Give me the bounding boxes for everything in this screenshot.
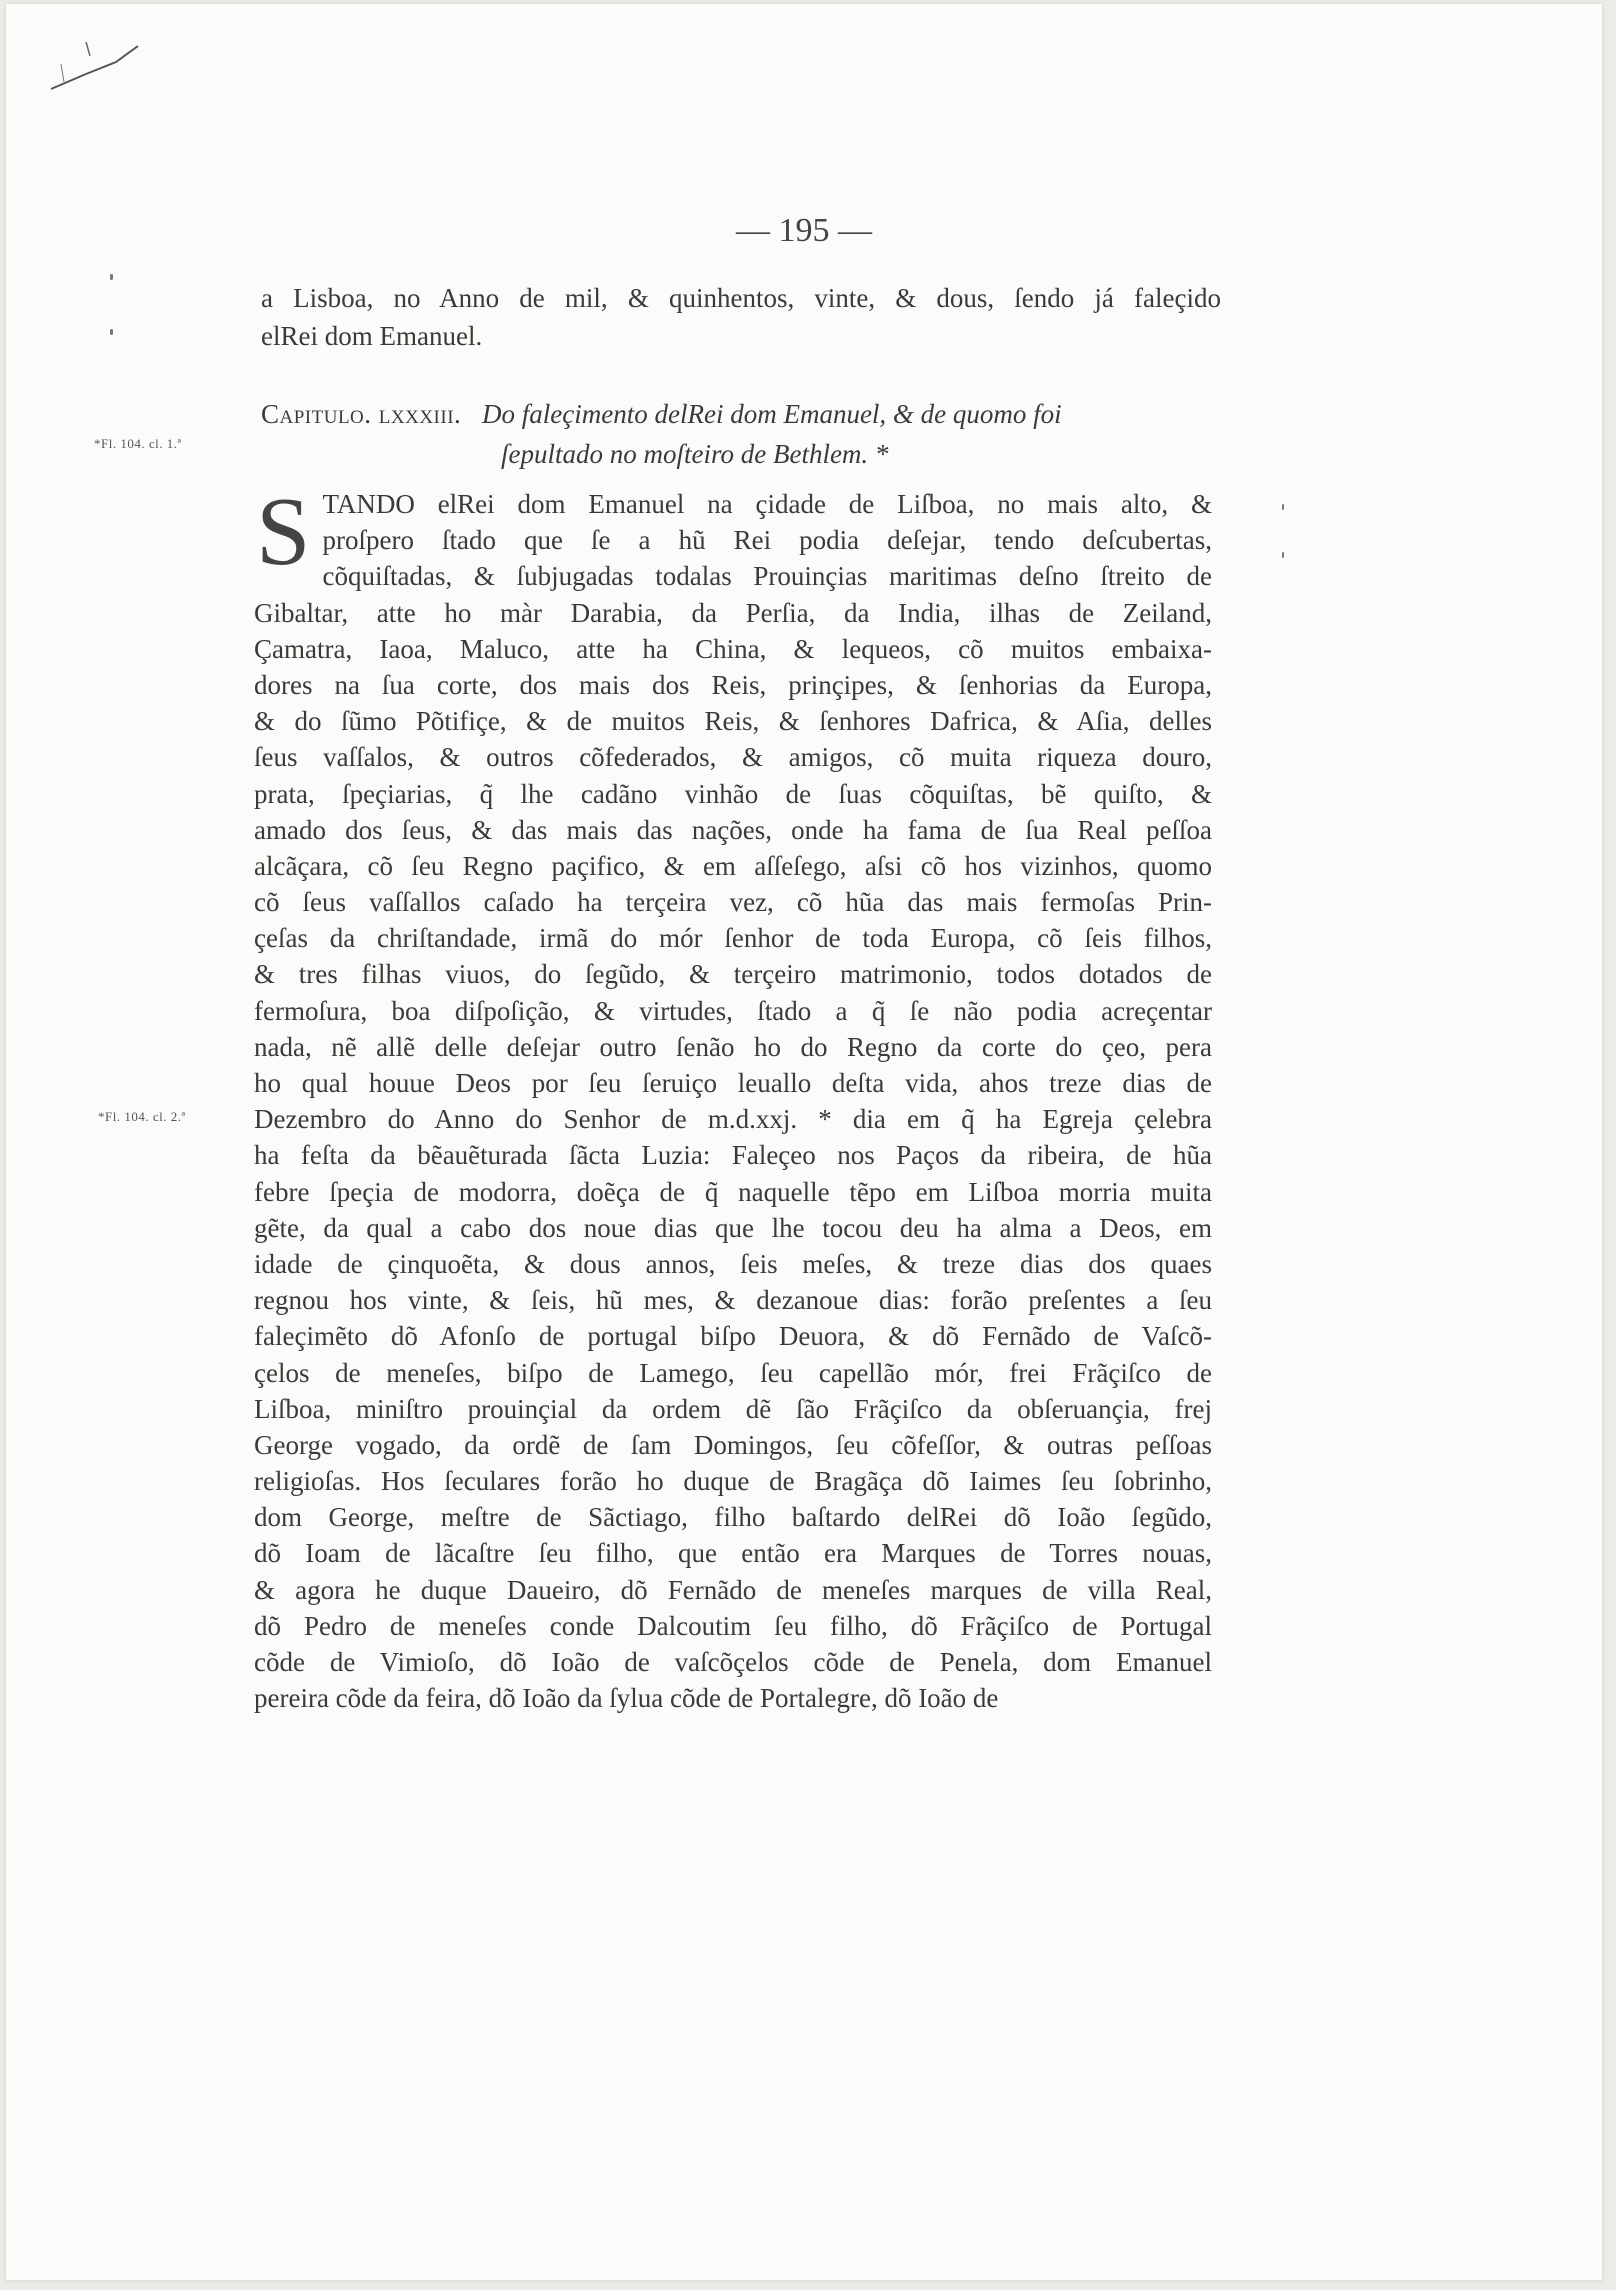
ink-speck — [110, 329, 113, 335]
ink-speck — [110, 274, 113, 280]
chapter-label: Capitulo. lxxxiii. — [261, 399, 462, 429]
body-line: gẽte, da qual a cabo dos noue dias que lhe tocou deu ha alma a Deos, em — [254, 1212, 1212, 1243]
body-line: faleçimẽto dõ Afonſo de portugal biſpo Deuora, & dõ Fernãdo de Vaſcõ- — [254, 1321, 1212, 1352]
ink-speck — [1282, 552, 1284, 558]
body-line: Dezembro do Anno do Senhor de m.d.xxj. * dia em q̃ ha Egreja çelebra — [254, 1104, 1212, 1135]
body-line: Çamatra, Iaoa, Maluco, atte ha China, & lequeos, cõ muitos embaixa- — [254, 633, 1212, 664]
body-line: & agora he duque Daueiro, dõ Fernãdo de meneſes marques de villa Real, — [254, 1574, 1212, 1605]
page-number: — 195 — — [736, 212, 872, 249]
drop-cap: S — [256, 478, 311, 586]
lead-line: a Lisboa, no Anno de mil, & quinhentos, vinte, & dous, ſendo já faleçido — [261, 283, 1221, 313]
chapter-title-line-2: ſepultado no moſteiro de Bethlem. * — [501, 439, 889, 469]
body-line: ſeus vaſſalos, & outros cõfederados, & amigos, cõ muita riqueza douro, — [254, 742, 1212, 773]
lead-in-text — [261, 279, 1221, 355]
body-line: pereira cõde da feira, dõ Ioão da ſylua cõde de Portalegre, dõ Ioão de — [254, 1683, 999, 1714]
body-line: dõ Ioam de lãcaſtre ſeu filho, que então era Marques de Torres nouas, — [254, 1538, 1212, 1569]
body-line: dom George, meſtre de Sãctiago, filho baſtardo delRei dõ Ioão ſegũdo, — [254, 1502, 1212, 1533]
body-line: dores na ſua corte, dos mais dos Reis, prinçipes, & ſenhorias da Europa, — [254, 669, 1212, 700]
body-line: TANDO elRei dom Emanuel na çidade de Liſboa, no mais alto, & — [322, 489, 1212, 519]
body-line: dõ Pedro de meneſes conde Dalcoutim ſeu filho, dõ Frãçiſco de Portugal — [254, 1610, 1212, 1641]
scanned-page — [6, 4, 1602, 2280]
body-line: ho qual houue Deos por ſeu ſeruiço leuallo deſta vida, ahos treze dias de — [254, 1068, 1212, 1098]
body-line: nada, nẽ allẽ delle deſejar outro ſenão ho do Regno da corte do çeo, pera — [254, 1031, 1212, 1062]
body-line: febre ſpeçia de modorra, doẽça de q̃ naquelle tẽpo em Liſboa morria muita — [254, 1176, 1212, 1207]
body-text — [254, 478, 1212, 1716]
body-line: idade de çinquoẽta, & dous annos, ſeis meſes, & treze dias dos quaes — [254, 1248, 1212, 1279]
body-line: George vogado, da ordẽ de ſam Domingos, ſeu cõfeſſor, & outras peſſoas — [254, 1429, 1212, 1460]
lead-line: elRei dom Emanuel. — [261, 321, 483, 351]
body-line: & tres filhas viuos, do ſegũdo, & terçeiro matrimonio, todos dotados de — [254, 959, 1212, 990]
body-line: çeſas da chriſtandade, irmã do mór ſenhor de toda Europa, cõ ſeis filhos, — [254, 923, 1212, 954]
body-line: amado dos ſeus, & das mais das nações, onde ha fama de ſua Real peſſoa — [254, 814, 1212, 845]
body-line: Liſboa, miniſtro prouinçial da ordem dẽ ſão Frãçiſco da obſeruançia, frej — [254, 1393, 1212, 1424]
body-line: fermoſura, boa diſpoſição, & virtudes, ſtado a q̃ ſe não podia acreçentar — [254, 995, 1212, 1026]
body-line: alcãçara, cõ ſeu Regno paçifico, & em aſſeſego, aſsi cõ hos vizinhos, quomo — [254, 850, 1212, 881]
body-line: prata, ſpeçiarias, q̃ lhe cadãno vinhão de ſuas cõquiſtas, bẽ quiſto, & — [254, 778, 1212, 809]
body-line: & do ſũmo Põtifiçe, & de muitos Reis, & ſenhores Dafrica, & Aſia, delles — [254, 706, 1212, 737]
pen-mark-scribble — [46, 34, 146, 94]
body-line: cõquiſtadas, & ſubjugadas todalas Prouinçias maritimas deſno ſtreito de — [322, 561, 1212, 592]
body-line: cõde de Vimioſo, dõ Ioão de vaſcõçelos cõde de Penela, dom Emanuel — [254, 1647, 1212, 1677]
chapter-heading — [261, 394, 1221, 474]
body-line: religioſas. Hos ſeculares forão ho duque de Bragãça dõ Iaimes ſeu ſobrinho, — [254, 1466, 1212, 1497]
margin-note-folio-1: *Fl. 104. cl. 1.ª — [94, 436, 182, 451]
ink-speck — [1282, 504, 1284, 510]
body-line: regnou hos vinte, & ſeis, hũ mes, & dezanoue dias: forão preſentes a ſeu — [254, 1285, 1212, 1316]
body-line: çelos de meneſes, biſpo de Lamego, ſeu capellão mór, frei Frãçiſco de — [254, 1357, 1212, 1388]
body-line: Gibaltar, atte ho màr Darabia, da Perſia, da India, ilhas de Zeiland, — [254, 597, 1212, 628]
margin-note-folio-2: *Fl. 104. cl. 2.ª — [98, 1109, 186, 1124]
chapter-title-line-1: Do faleçimento delRei dom Emanuel, & de quomo foi — [482, 399, 1062, 429]
body-line: ha feſta da bẽauẽturada ſãcta Luzia: Faleçeo nos Paços da ribeira, de hũa — [254, 1140, 1212, 1171]
body-line: proſpero ſtado que ſe a hũ Rei podia deſejar, tendo deſcubertas, — [322, 525, 1212, 556]
body-line: cõ ſeus vaſſallos caſado ha terçeira vez, cõ hũa das mais fermoſas Prin- — [254, 887, 1212, 918]
